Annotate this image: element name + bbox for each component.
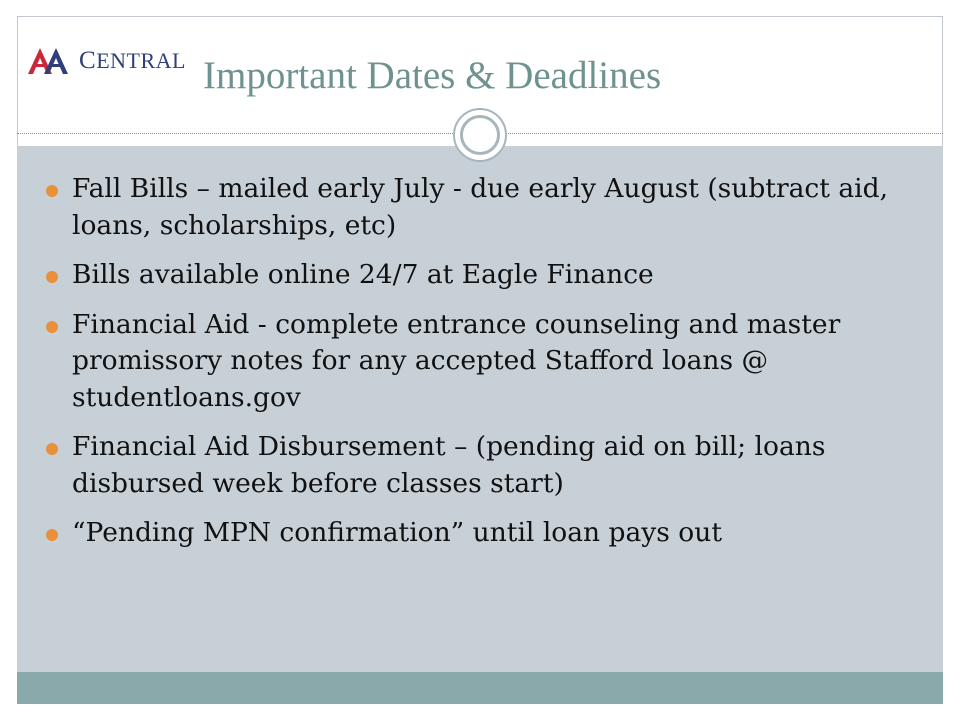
logo-mark-icon — [26, 46, 82, 76]
list-item — [46, 307, 916, 417]
logo — [26, 46, 186, 76]
bullet-list — [46, 171, 916, 565]
bullet-dot-icon — [46, 185, 58, 197]
bullet-text: Bills available online 24/7 at Eagle Finance — [72, 259, 654, 290]
bullet-dot-icon — [46, 271, 58, 283]
divider-ring-inner-icon — [460, 115, 500, 155]
bullet-text: Financial Aid Disbursement – (pending aid on bill; loans disbursed week before classes start) — [72, 431, 826, 499]
list-item — [46, 515, 916, 552]
slide-title: Important Dates & Deadlines — [203, 54, 662, 97]
bullet-dot-icon — [46, 529, 58, 541]
bullet-text: “Pending MPN confirmation” until loan pays out — [72, 517, 722, 548]
bullet-dot-icon — [46, 321, 58, 333]
bullet-text: Financial Aid - complete entrance counseling and master promissory notes for any accepted Stafford loans @ studentloans.gov — [72, 308, 841, 413]
list-item — [46, 171, 916, 244]
list-item — [46, 429, 916, 502]
bullet-text: Fall Bills – mailed early July - due early August (subtract aid, loans, scholarships, etc) — [72, 173, 888, 241]
list-item — [46, 257, 916, 294]
bullet-dot-icon — [46, 443, 58, 455]
footer-band — [17, 672, 943, 704]
logo-wordmark: CENTRAL — [79, 47, 186, 74]
